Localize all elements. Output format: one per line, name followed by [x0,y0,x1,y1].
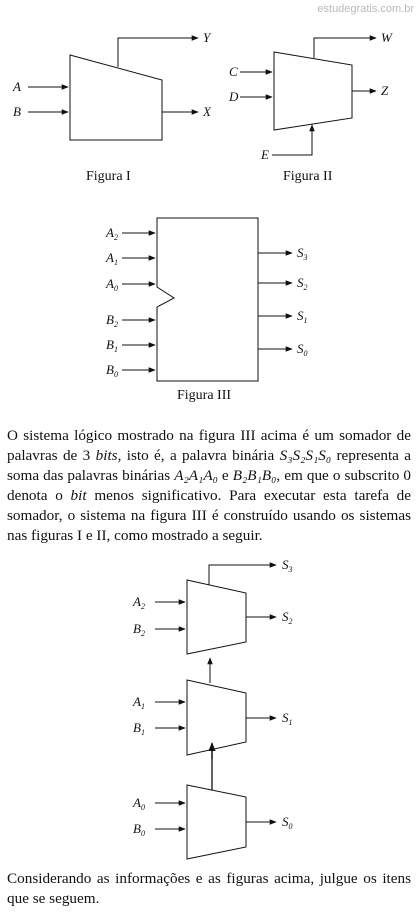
chain-output-s0: $S_0$ [282,814,293,831]
figure-3-input-b2: $B_2$ [106,312,118,329]
chain-input-a1: $A_1$ [133,694,145,711]
figure-3-output-s2: $S_2$ [297,275,308,292]
figure-2-input-e: E [261,147,269,162]
figure-3-output-s3: $S_3$ [297,245,308,262]
figure-2 [228,30,393,184]
figure-3-output-s0: $S_0$ [297,341,308,358]
figure-1-caption: Figura I [86,169,131,184]
figure-1-output-y: Y [203,30,211,45]
problem-paragraph: O sistema lógico mostrado na figura III acima é um somador de palavras de 3 bits, isto é, a palavra binária S₃S₂S₁S₀ representa a soma das palavras binárias A₂A₁A₀ e B₂B₁B₀, em que o subscrito 0 denota o bit menos significativo. Para executar esta tarefa de somador, o sistema na figura III é construído usando os sistemas nas figuras I e II, como mostrado a seguir. [7,427,412,544]
figure-3-output-s1: $S_1$ [297,308,308,325]
figure-2-block [274,52,352,130]
figure-3-input-b0: $B_0$ [106,362,118,379]
figure-1-input-b: B [13,104,21,119]
stage-1-block [187,680,246,755]
chain-output-s1: $S_1$ [282,710,293,727]
chain-input-a0: $A_0$ [133,795,145,812]
stage-0-block [187,785,246,859]
chain-input-a2: $A_2$ [133,594,145,611]
figure-3 [105,218,308,403]
figure-2-output-w: W [381,30,392,45]
figure-1-output-x: X [203,104,211,119]
adder-chain-diagram [132,557,293,859]
figure-1-input-a: A [13,79,21,94]
figure-1 [12,30,212,184]
figure-2-input-c: C [229,64,238,79]
figure-3-input-a0: $A_0$ [106,276,118,293]
figure-2-caption: Figura II [283,169,333,184]
chain-input-b0: $B_0$ [133,821,145,838]
figure-3-input-a2: $A_2$ [106,225,118,242]
figure-1-block [70,55,162,140]
figure-2-input-d: D [229,89,239,104]
watermark: estudegratis.com.br [317,3,414,15]
figure-3-input-b1: $B_1$ [106,337,118,354]
stage-2-block [187,580,246,654]
figure-3-caption: Figura III [177,388,232,403]
chain-input-b1: $B_1$ [133,720,145,737]
figure-2-output-z: Z [381,83,389,98]
chain-input-b2: $B_2$ [133,621,145,638]
figure-3-input-a1: $A_1$ [106,250,118,267]
chain-output-s2: $S_2$ [282,609,293,626]
closing-instruction: Considerando as informações e as figuras acima, julgue os itens que se seguem. [7,870,411,907]
chain-output-s3: $S_3$ [282,557,293,574]
figure-3-block [157,218,258,381]
